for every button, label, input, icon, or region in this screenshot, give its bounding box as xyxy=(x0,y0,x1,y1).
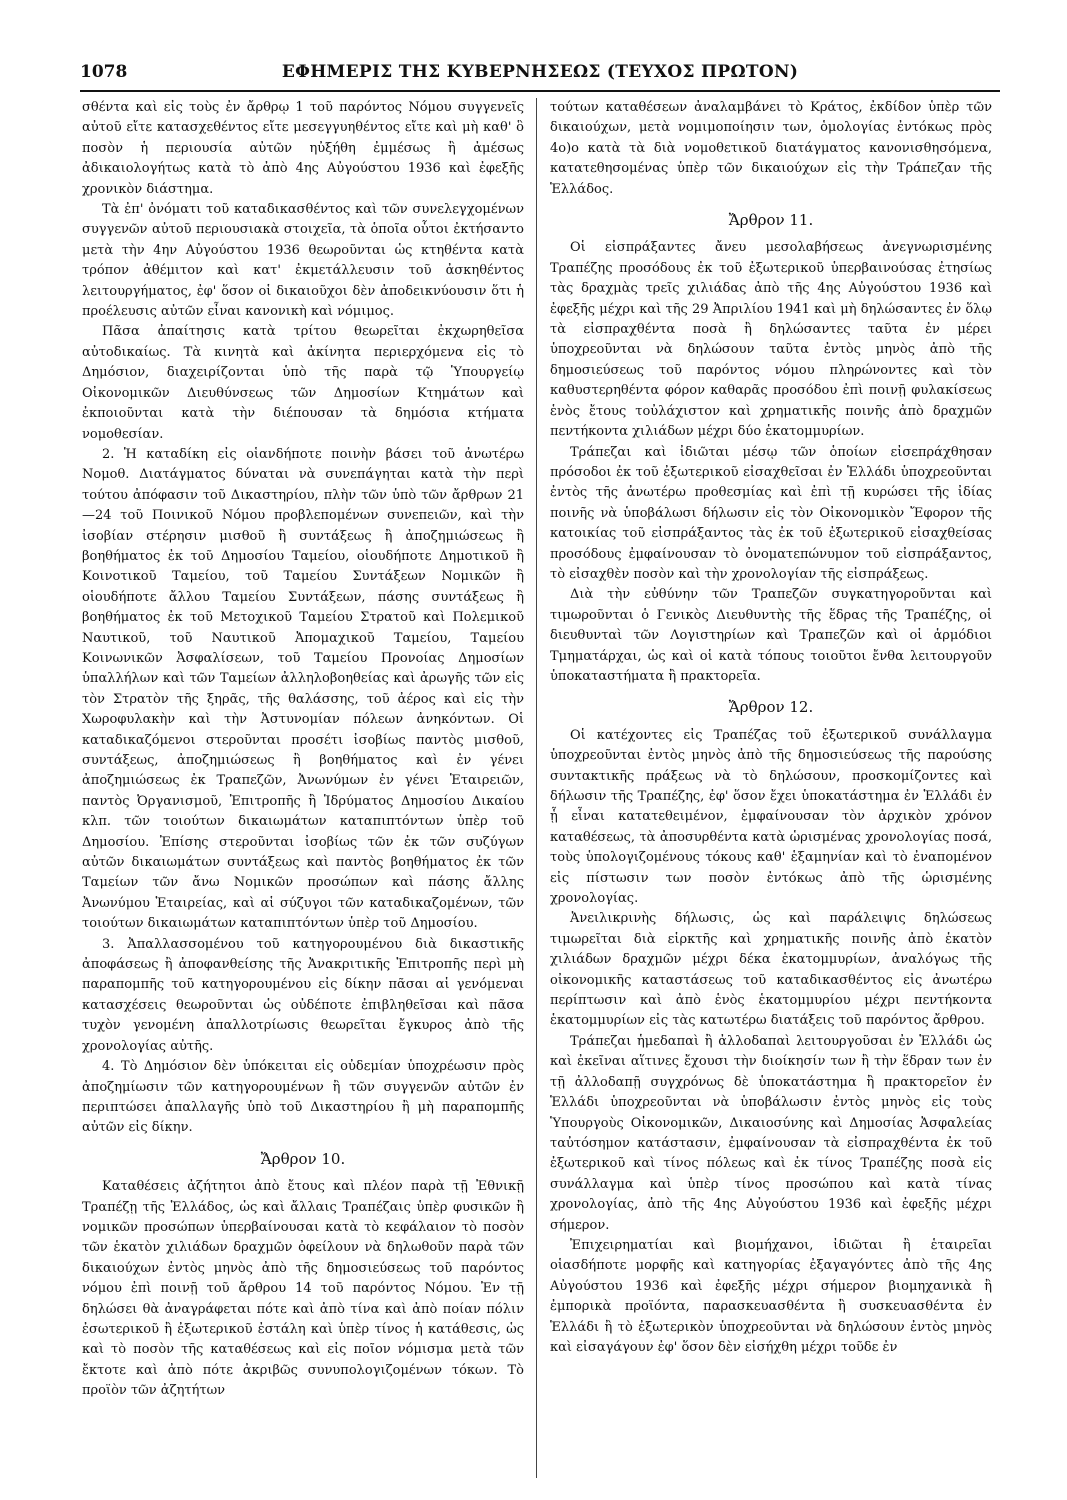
paragraph: Τράπεζαι καὶ ἰδιῶται μέσῳ τῶν ὁποίων εἰσεπράχθησαν πρόσοδοι ἐκ τοῦ ἐξωτερικοῦ εἰσαχθεῖσαι ἐν Ἑλλάδι ὑποχρεοῦνται ἐντὸς τῆς ἀνωτέρω προθεσμίας καὶ ἐπὶ τῇ κυρώσει τῆς ἰδίας ποινῆς νὰ ὑποβάλωσι δήλωσιν εἰς τὸν Οἰκονομικὸν Ἔφορον τῆς κατοικίας τοῦ εἰσπράξαντος τὰς ἐκ τοῦ ἐξωτερικοῦ εἰσαχθείσας προσόδους ἐμφαίνουσαν τὸ ὀνοματεπώνυμον τοῦ εἰσπράξαντος, τὸ εἰσαχθὲν ποσὸν καὶ τὴν χρονολογίαν τῆς εἰσπράξεως. xyxy=(550,444,992,582)
page-number: 1078 xyxy=(80,62,128,82)
column-divider xyxy=(536,98,537,1478)
paragraph: τούτων καταθέσεων ἀναλαμβάνει τὸ Κράτος, ἐκδίδον ὑπὲρ τῶν δικαιούχων, μετὰ νομιμοποίησιν των, ὁμολογίας ἐντόκως πρὸς 4ο)ο κατὰ τὰ διὰ νομοθετικοῦ διατάγματος κανονισθησόμενα, κατατεθησομένας ὑπὲρ τῶν δικαιούχων εἰς τὴν Τράπεζαν τῆς Ἑλλάδος. xyxy=(550,100,992,197)
paragraph: 2. Ἡ καταδίκη εἰς οἱανδήποτε ποινὴν βάσει τοῦ ἀνωτέρω Νομοθ. Διατάγματος δύναται νὰ συνεπάγηται κατὰ τὴν περὶ τούτου ἀπόφασιν τοῦ Δικαστηρίου, πλὴν τῶν ὑπὸ τῶν ἄρθρων 21—24 τοῦ Ποινικοῦ Νόμου προβλεπομένων συνεπειῶν, καὶ τὴν ἰσοβίαν στέρησιν μισθοῦ ἢ συντάξεως ἢ ἀποζημιώσεως ἢ βοηθήματος ἐκ τοῦ Δημοσίου Ταμείου, οἱουδήποτε Δημοτικοῦ ἢ Κοινοτικοῦ Ταμείου, τοῦ Ταμείου Συντάξεων Νομικῶν ἢ οἱουδήποτε ἄλλου Ταμείου Συντάξεων, πάσης συντάξεως ἢ βοηθήματος ἐκ τοῦ Μετοχικοῦ Ταμείου Στρατοῦ καὶ Πολεμικοῦ Ναυτικοῦ, τοῦ Ναυτικοῦ Ἀπομαχικοῦ Ταμείου, Ταμείου Κοινωνικῶν Ἀσφαλίσεων, τοῦ Ταμείου Προνοίας Δημοσίων ὑπαλλήλων καὶ τῶν Ταμείων ἀλληλοβοηθείας καὶ ἀρωγῆς τῶν εἰς τὸν Στρατὸν τῆς ξηρᾶς, τῆς θαλάσσης, τοῦ ἀέρος καὶ εἰς τὴν Χωροφυλακὴν καὶ τὴν Ἀστυνομίαν πόλεων ἀνηκόντων. Οἱ καταδικαζόμενοι στεροῦνται προσέτι ἰσοβίως παντὸς μισθοῦ, συντάξεως, ἀποζημιώσεως ἢ βοηθήματος καὶ ἐν γένει ἀποζημιώσεως ἐκ Τραπεζῶν, Ἀνωνύμων ἐν γένει Ἑταιρειῶν, παντὸς Ὀργανισμοῦ, Ἐπιτροπῆς ἢ Ἱδρύματος Δημοσίου Δικαίου κλπ. τῶν τοιούτων δικαιωμάτων καταπιπτόντων ὑπὲρ τοῦ Δημοσίου. Ἐπίσης στεροῦνται ἰσοβίως τῶν ἐκ τῶν συζύγων αὐτῶν δικαιωμάτων συντάξεως καὶ παντὸς βοηθήματος ἐκ τῶν Ταμείων τῶν ἄνω Νομικῶν προσώπων καὶ πάσης ἄλλης Ἀνωνύμου Ἑταιρείας, καὶ αἱ σύζυγοι τῶν καταδικαζομένων, τῶν τοιούτων δικαιωμάτων καταπιπτόντων ὑπὲρ τοῦ Δημοσίου. xyxy=(82,446,524,932)
paragraph: 3. Ἀπαλλασσομένου τοῦ κατηγορουμένου διὰ δικαστικῆς ἀποφάσεως ἢ ἀποφανθείσης τῆς Ἀνακριτικῆς Ἐπιτροπῆς περὶ μὴ παραπομπῆς τοῦ κατηγορουμένου εἰς δίκην πᾶσαι αἱ γενόμεναι κατασχέσεις θεωροῦνται ὡς οὐδέποτε ἐπιβληθεῖσαι καὶ πᾶσα τυχὸν γενομένη ἀπαλλοτρίωσις θεωρεῖται ἔγκυρος ἀπὸ τῆς χρονολογίας αὐτῆς. xyxy=(82,936,524,1054)
article-10-heading: Ἄρθρον 10. xyxy=(260,1149,346,1168)
paragraph: Πᾶσα ἀπαίτησις κατὰ τρίτου θεωρεῖται ἐκχωρηθεῖσα αὐτοδικαίως. Τὰ κινητὰ καὶ ἀκίνητα περιερχόμενα εἰς τὸ Δημόσιον, διαχειρίζονται ὑπὸ τῆς παρὰ τῷ Ὑπουργείῳ Οἰκονομικῶν Διευθύνσεως τῶν Δημοσίων Κτημάτων καὶ ἐκποιοῦνται κατὰ τὴν διέπουσαν τὰ δημόσια κτήματα νομοθεσίαν. xyxy=(82,324,524,442)
paragraph: Ἀνειλικρινὴς δήλωσις, ὡς καὶ παράλειψις δηλώσεως τιμωρεῖται διὰ εἱρκτῆς καὶ χρηματικῆς ποινῆς ἀπὸ ἑκατὸν χιλιάδων δραχμῶν μέχρι δέκα ἑκατομμυρίων, ἀναλόγως τῆς οἰκονομικῆς καταστάσεως τοῦ καταδικασθέντος εἰς ἀνωτέρω περίπτωσιν καὶ ἀπὸ ἑνὸς ἑκατομμυρίου μέχρι πεντήκοντα ἑκατομμυρίων εἰς τὰς κατωτέρω διατάξεις τοῦ παρόντος ἄρθρου. xyxy=(550,911,992,1029)
right-column xyxy=(550,98,992,1358)
page-header xyxy=(80,62,1000,92)
paragraph: Διὰ τὴν εὐθύνην τῶν Τραπεζῶν συγκατηγοροῦνται καὶ τιμωροῦνται ὁ Γενικὸς Διευθυντὴς τῆς ἕδρας τῆς Τραπέζης, οἱ διευθυνταὶ τῶν Λογιστηρίων καὶ Τραπεζῶν καὶ οἱ ἁρμόδιοι Τμηματάρχαι, ὡς καὶ οἱ κατὰ τόπους τοιοῦτοι ἔνθα λειτουργοῦν ὑποκαταστήματα ἢ πρακτορεῖα. xyxy=(550,587,992,684)
paragraph: σθέντα καὶ εἰς τοὺς ἐν ἄρθρῳ 1 τοῦ παρόντος Νόμου συγγενεῖς αὐτοῦ εἴτε κατασχεθέντος εἴτε μεσεγγυηθέντος εἴτε καὶ μὴ καθ' ὃ ποσὸν ἡ περιουσία αὐτῶν ηὐξήθη ἐμμέσως ἢ ἀμέσως ἀδικαιολογήτως κατὰ τὸ ἀπὸ 4ης Αὐγούστου 1936 καὶ ἐφεξῆς χρονικὸν διάστημα. xyxy=(82,100,524,197)
paragraph: Τὰ ἐπ' ὀνόματι τοῦ καταδικασθέντος καὶ τῶν συνελεγχομένων συγγενῶν αὐτοῦ περιουσιακὰ στοιχεῖα, τὰ ὁποῖα οὗτοι ἐκτήσαντο μετὰ τὴν 4ην Αὐγούστου 1936 θεωροῦνται ὡς κτηθέντα κατὰ τρόπον ἀθέμιτον καὶ κατ' ἐκμετάλλευσιν τοῦ ἀσκηθέντος λειτουργήματος, ἐφ' ὅσον οἱ δικαιοῦχοι δὲν ἀποδεικνύουσιν ὅτι ἡ προέλευσις αὐτῶν εἶναι κανονικὴ καὶ νόμιμος. xyxy=(82,202,524,320)
paragraph: Οἱ κατέχοντες εἰς Τραπέζας τοῦ ἐξωτερικοῦ συνάλλαγμα ὑποχρεοῦνται ἐντὸς μηνὸς ἀπὸ τῆς δημοσιεύσεως τῆς παρούσης συντακτικῆς πράξεως νὰ τὸ δηλώσουν, προσκομίζοντες καὶ δήλωσιν τῆς Τραπέζης, ἐφ' ὅσον ἔχει ὑποκατάστημα ἐν Ἑλλάδι ἐν ᾗ εἶναι κατατεθειμένον, ἐμφαίνουσαν τὸν ἀρχικὸν χρόνον καταθέσεως, τὰ ἀποσυρθέντα κατὰ ὡρισμένας χρονολογίας ποσά, τοὺς ὑπολογιζομένους τόκους καθ' ἑξαμηνίαν καὶ τὸ ἐναπομένον εἰς πίστωσιν των ποσὸν ἐντόκως ἀπὸ τῆς ὡρισμένης χρονολογίας. xyxy=(550,727,992,907)
left-column xyxy=(82,98,524,1402)
article-12-heading: Ἄρθρον 12. xyxy=(728,698,814,717)
paragraph: Τράπεζαι ἡμεδαπαὶ ἢ ἀλλοδαπαὶ λειτουργοῦσαι ἐν Ἑλλάδι ὡς καὶ ἐκεῖναι αἵτινες ἔχουσι τὴν διοίκησίν των ἢ τὴν ἕδραν των ἐν τῇ ἀλλοδαπῇ συγχρόνως δὲ ὑποκατάστημα ἢ πρακτορεῖον ἐν Ἑλλάδι ὑποχρεοῦνται νὰ ὑποβάλωσιν ἐντὸς μηνὸς εἰς τοὺς Ὑπουργοὺς Οἰκονομικῶν, Δικαιοσύνης καὶ Δημοσίας Ἀσφαλείας ταὐτόσημον κατάστασιν, ἐμφαίνουσαν τὰ εἰσπραχθέντα ἐκ τοῦ ἐξωτερικοῦ καὶ τίνος πόλεως καὶ ἐκ τίνος Τραπέζης ποσὰ εἰς συνάλλαγμα καὶ ὑπὲρ τίνος προσώπου καὶ κατὰ τίνας χρονολογίας, ἀπὸ τῆς 4ης Αὐγούστου 1936 καὶ ἐφεξῆς μέχρι σήμερον. xyxy=(550,1033,992,1233)
article-11-heading: Ἄρθρον 11. xyxy=(728,211,814,230)
paragraph: Ἐπιχειρηματίαι καὶ βιομήχανοι, ἰδιῶται ἢ ἑταιρεῖαι οἱασδήποτε μορφῆς καὶ κατηγορίας ἐξαγαγόντες ἀπὸ τῆς 4ης Αὐγούστου 1936 καὶ ἐφεξῆς μέχρι σήμερον βιομηχανικὰ ἢ ἐμπορικὰ προϊόντα, παρασκευασθέντα ἢ συσκευασθέντα ἐν Ἑλλάδι ἢ τὸ ἐξωτερικὸν ὑποχρεοῦνται νὰ δηλώσουν ἐντὸς μηνὸς καὶ εἰσαγάγουν ἐφ' ὅσον δὲν εἰσήχθη μέχρι τοῦδε ἐν xyxy=(550,1237,992,1355)
paragraph: Καταθέσεις ἀζήτητοι ἀπὸ ἔτους καὶ πλέον παρὰ τῇ Ἐθνικῇ Τραπέζῃ τῆς Ἑλλάδος, ὡς καὶ ἄλλαις Τραπέζαις ὑπὲρ φυσικῶν ἢ νομικῶν προσώπων ὑπερβαίνουσαι κατὰ τὸ κεφάλαιον τὸ ποσὸν τῶν ἑκατὸν χιλιάδων δραχμῶν ὀφείλουν νὰ δηλωθοῦν παρὰ τῶν δικαιούχων ἐντὸς μηνὸς ἀπὸ τῆς δημοσιεύσεως τοῦ παρόντος νόμου ἐπὶ ποινῇ τοῦ ἄρθρου 14 τοῦ παρόντος Νόμου. Ἐν τῇ δηλώσει θὰ ἀναγράφεται πότε καὶ ἀπὸ τίνα καὶ ἀπὸ ποίαν πόλιν ἐσωτερικοῦ ἢ ἐξωτερικοῦ ἐστάλη καὶ ὑπὲρ τίνος ἡ κατάθεσις, ὡς καὶ τὸ ποσὸν τῆς καταθέσεως καὶ εἰς ποῖον νόμισμα μετὰ τῶν ἔκτοτε καὶ ἀπὸ πότε ἀκριβῶς συνυπολογιζομένων τόκων. Τὸ προϊὸν τῶν ἀζητήτων xyxy=(82,1179,524,1399)
paragraph: 4. Τὸ Δημόσιον δὲν ὑπόκειται εἰς οὐδεμίαν ὑποχρέωσιν πρὸς ἀποζημίωσιν τῶν κατηγορουμένων ἢ τῶν συγγενῶν αὐτῶν ἐν περιπτώσει ἀπαλλαγῆς ὑπὸ τοῦ Δικαστηρίου ἢ μὴ παραπομπῆς αὐτῶν εἰς δίκην. xyxy=(82,1059,524,1136)
paragraph: Οἱ εἰσπράξαντες ἄνευ μεσολαβήσεως ἀνεγνωρισμένης Τραπέζης προσόδους ἐκ τοῦ ἐξωτερικοῦ ὑπερβαινούσας ἐτησίως τὰς δραχμὰς τρεῖς χιλιάδας ἀπὸ τῆς 4ης Αὐγούστου 1936 καὶ ἐφεξῆς μέχρι καὶ τῆς 29 Ἀπριλίου 1941 καὶ μὴ δηλώσαντες ἐν ὅλῳ τὰ εἰσπραχθέντα ποσὰ ἢ δηλώσαντες ταῦτα ἐν μέρει ὑποχρεοῦνται νὰ δηλώσουν ταῦτα ἐντὸς μηνὸς ἀπὸ τῆς δημοσιεύσεως τοῦ παρόντος νόμου πληρώνοντες καὶ τὸν καθυστερηθέντα φόρον καθαρᾶς προσόδου ἐπὶ ποινῇ φυλακίσεως ἑνὸς ἔτους τοὐλάχιστον καὶ χρηματικῆς ποινῆς ἀπὸ δραχμῶν πεντήκοντα χιλιάδων μέχρι δύο ἑκατομμυρίων. xyxy=(550,240,992,440)
gazette-title: ΕΦΗΜΕΡΙΣ ΤΗΣ ΚΥΒΕΡΝΗΣΕΩΣ (ΤΕΥΧΟΣ ΠΡΩΤΟΝ) xyxy=(281,62,799,82)
